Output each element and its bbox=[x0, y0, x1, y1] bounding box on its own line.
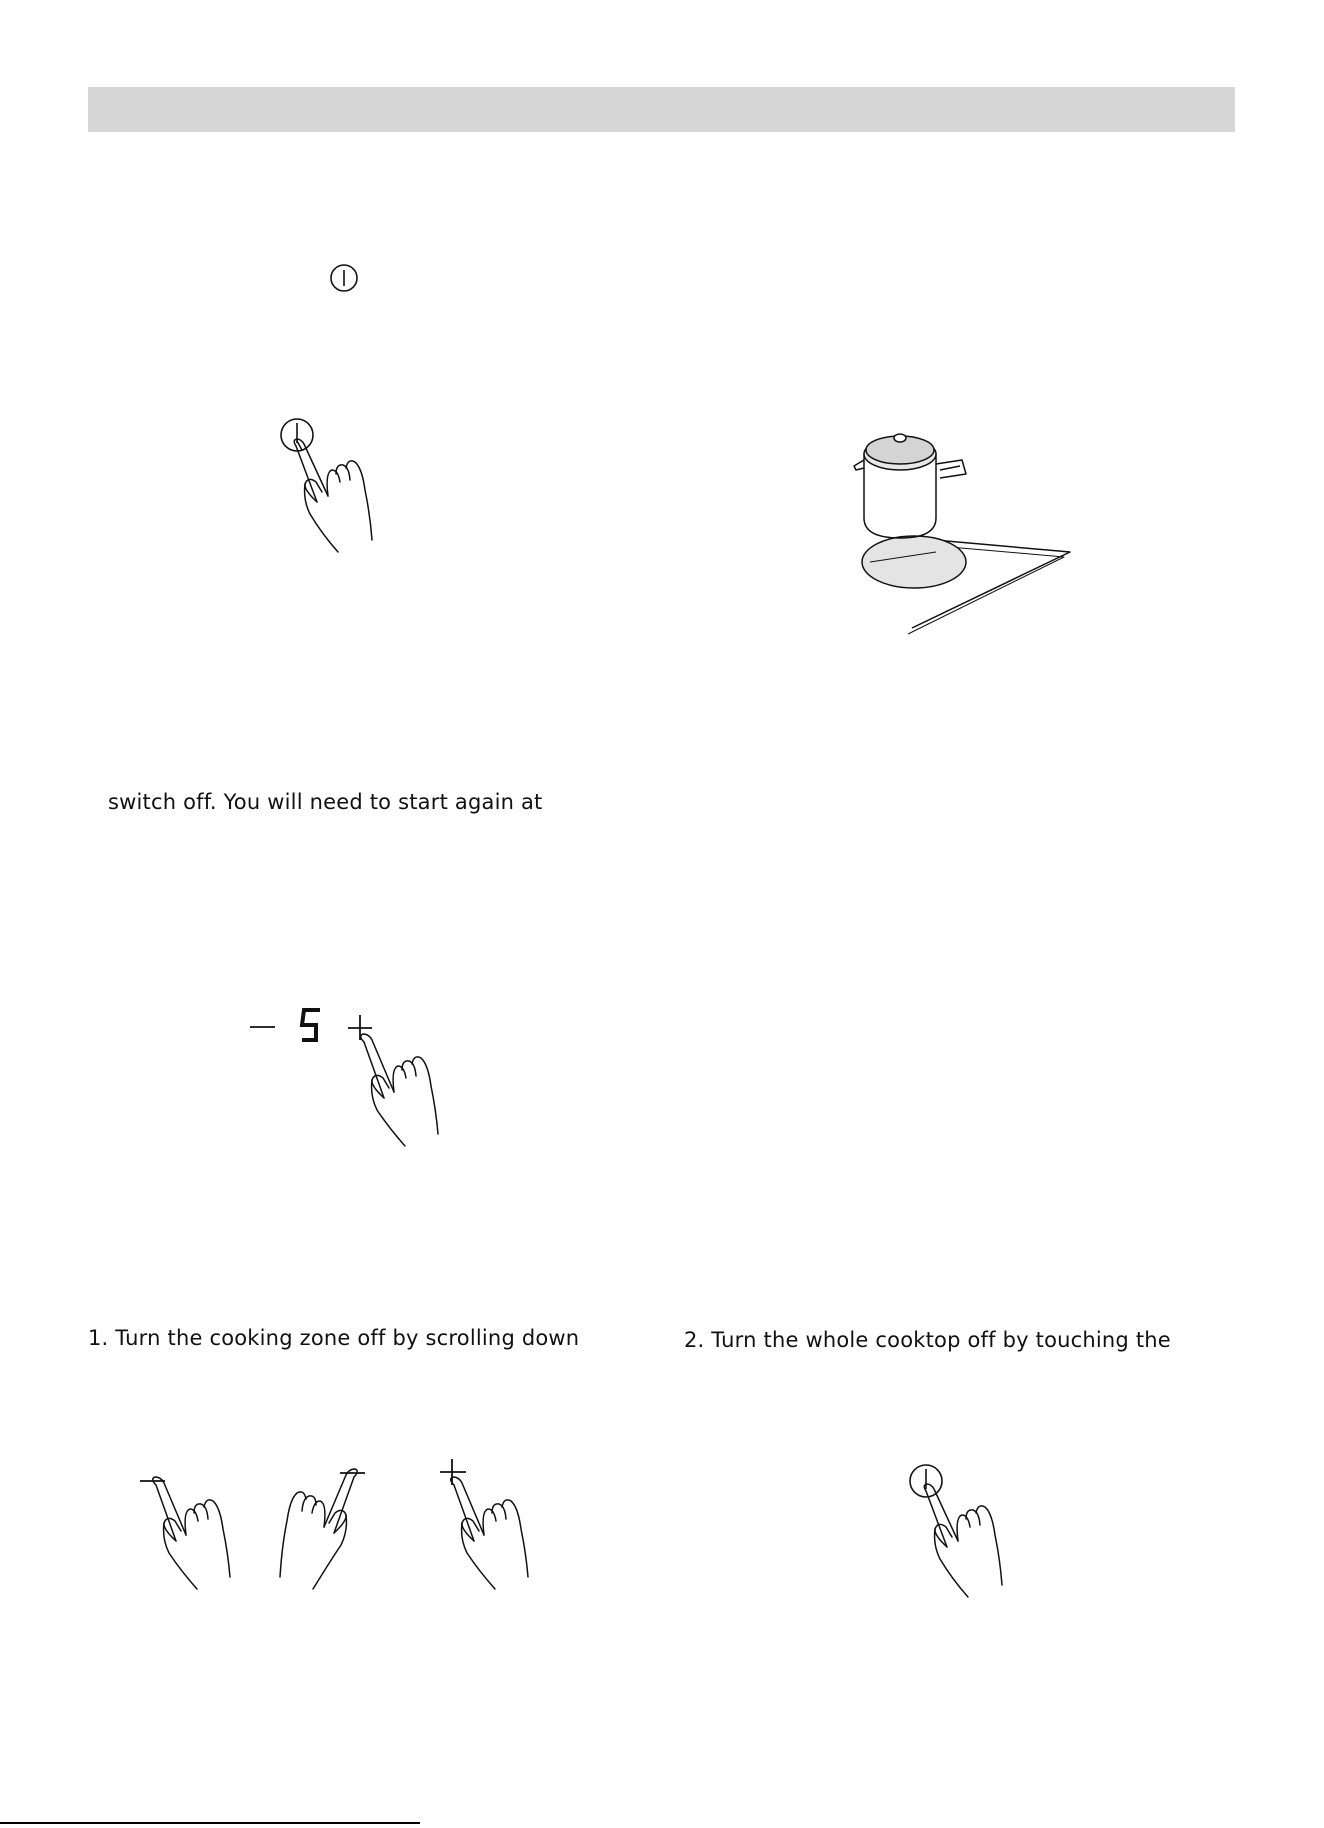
pointing-hand-icon bbox=[451, 1477, 528, 1589]
instruction-step-1: 1. Turn the cooking zone off by scrolling down bbox=[88, 1326, 580, 1350]
pointing-hand-icon-mirrored bbox=[280, 1469, 357, 1589]
section-header-bar bbox=[88, 87, 1235, 132]
adjust-power-level-illustration bbox=[240, 1000, 460, 1150]
pointing-hand-icon bbox=[924, 1484, 1002, 1597]
instruction-fragment: switch off. You will need to start again at bbox=[108, 790, 543, 814]
pointing-hand-icon bbox=[361, 1034, 438, 1146]
footer-rule bbox=[0, 1822, 420, 1824]
instruction-step-2: 2. Turn the whole cooktop off by touching the bbox=[684, 1328, 1171, 1352]
plus-icon bbox=[440, 1459, 466, 1485]
pointing-hand-icon bbox=[153, 1477, 230, 1589]
pointing-hand-icon bbox=[294, 439, 372, 552]
power-icon bbox=[281, 419, 313, 451]
turn-zone-off-illustration bbox=[130, 1455, 550, 1605]
turn-cooktop-off-illustration bbox=[900, 1455, 1030, 1605]
power-icon bbox=[328, 262, 360, 294]
pot-on-cooktop-illustration bbox=[840, 430, 1080, 640]
hand-touching-power-illustration bbox=[270, 410, 400, 560]
level-display-digit bbox=[302, 1010, 320, 1040]
